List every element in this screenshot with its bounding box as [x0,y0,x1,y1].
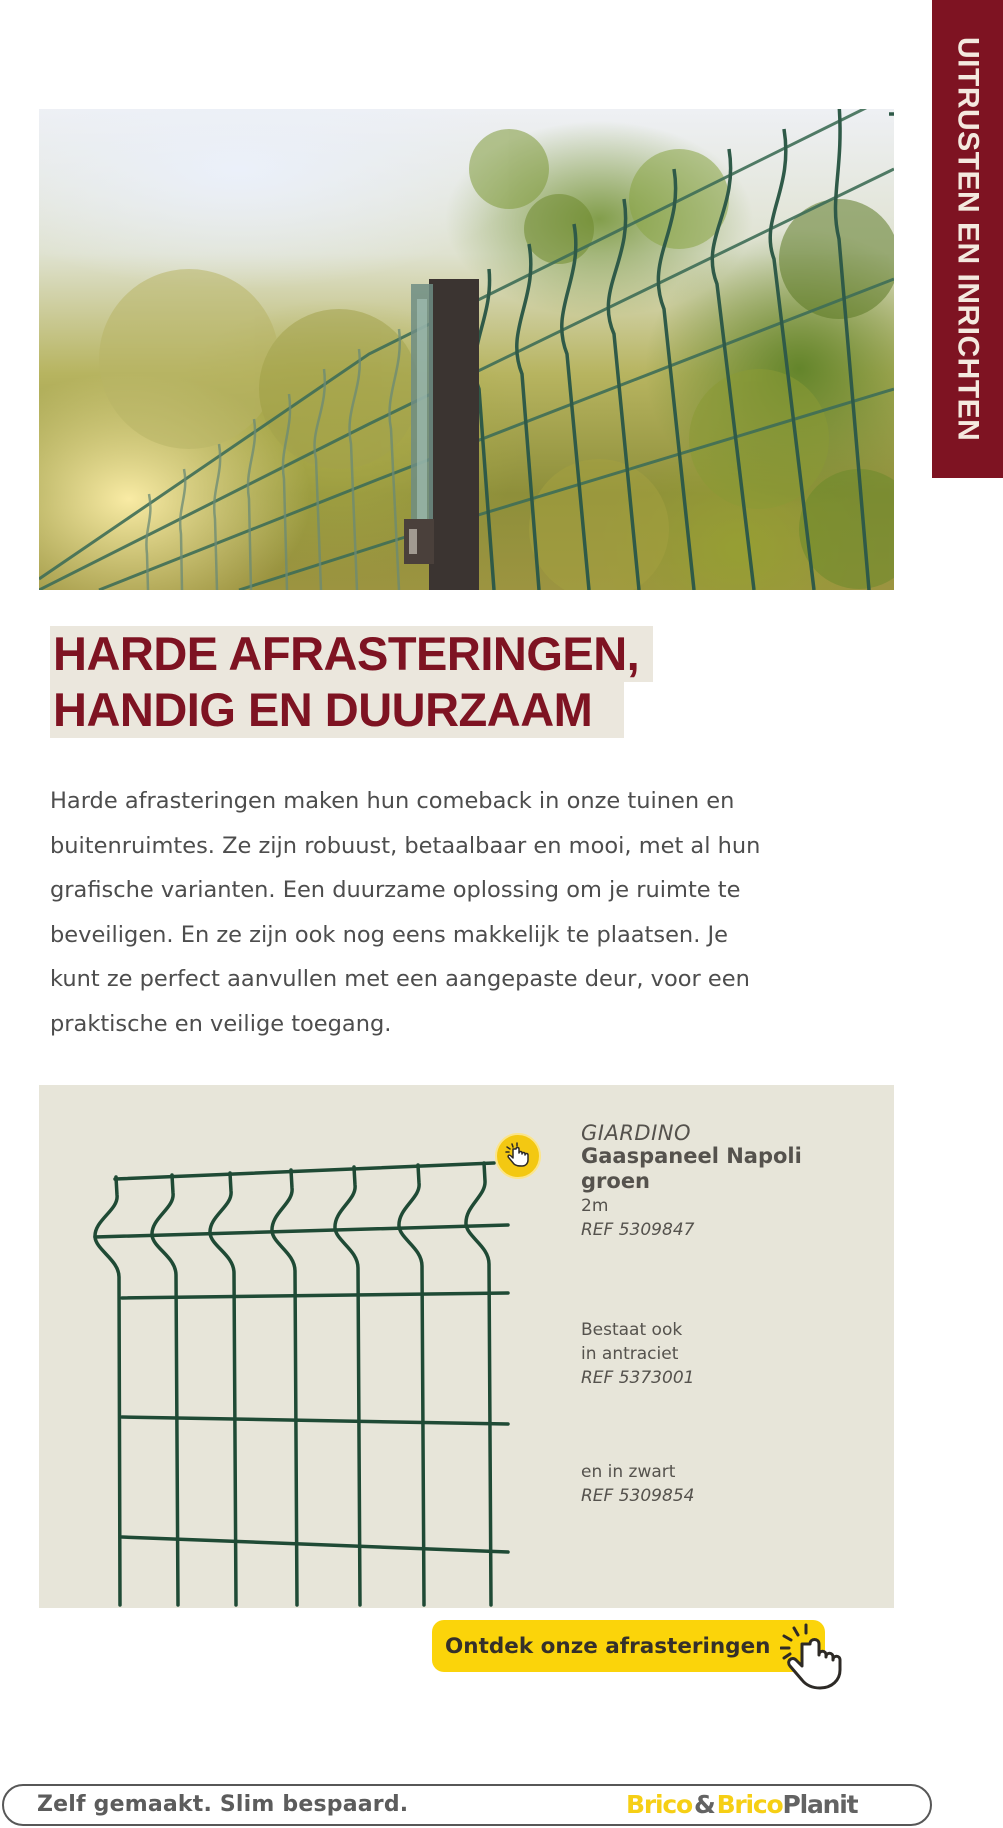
variant-ref: REF 5373001 [581,1368,695,1388]
hero-image [39,109,894,590]
body-line: beveiligen. En ze zijn ook nog eens makkelijk te plaatsen. Je [50,921,728,948]
section-tab [932,0,1003,478]
variant-text: in antraciet [581,1344,679,1364]
pointing-hand-icon [503,1141,533,1171]
brico-logo[interactable] [626,1789,857,1821]
footer-slogan: Zelf gemaakt. Slim bespaard. [37,1792,409,1817]
article-heading [50,626,653,738]
product-click-badge[interactable] [495,1133,541,1179]
product-ref: REF 5309847 [581,1220,695,1240]
pointing-hand-icon [780,1622,852,1694]
body-line: kunt ze perfect aanvullen met een aangepaste deur, voor een [50,966,750,993]
fence-photo-illustration [39,109,894,590]
article-body [50,779,840,1047]
variant-antraciet [581,1318,694,1390]
body-line: praktische en veilige toegang. [50,1010,392,1037]
product-size: 2m [581,1196,609,1216]
product-info [581,1122,802,1242]
logo-brico-1: Brico [626,1790,692,1819]
logo-ampersand: & [693,1790,715,1819]
logo-brico-2: Brico [716,1790,783,1819]
body-line: buitenruimtes. Ze zijn robuust, betaalbaar en mooi, met al hun [50,832,761,859]
section-tab-label: UITRUSTEN EN INRICHTEN [951,36,985,442]
variant-ref: REF 5309854 [581,1486,695,1506]
heading-line-2: HANDIG EN DUURZAAM [50,682,624,738]
variant-text: en in zwart [581,1462,676,1482]
discover-fences-button[interactable] [432,1620,825,1672]
variant-zwart [581,1460,694,1508]
variant-text: Bestaat ook [581,1320,683,1340]
product-brand: GIARDINO [581,1121,692,1145]
discover-fences-label: Ontdek onze afrasteringen [445,1633,771,1659]
product-name-line-1: Gaaspaneel Napoli [581,1144,802,1168]
heading-line-1: HARDE AFRASTERINGEN, [50,626,653,682]
body-line: Harde afrasteringen maken hun comeback in onze tuinen en [50,788,735,814]
product-name-line-2: groen [581,1169,651,1193]
body-line: grafische varianten. Een duurzame oplossing om je ruimte te [50,877,741,904]
logo-planit: Planit [782,1790,858,1819]
